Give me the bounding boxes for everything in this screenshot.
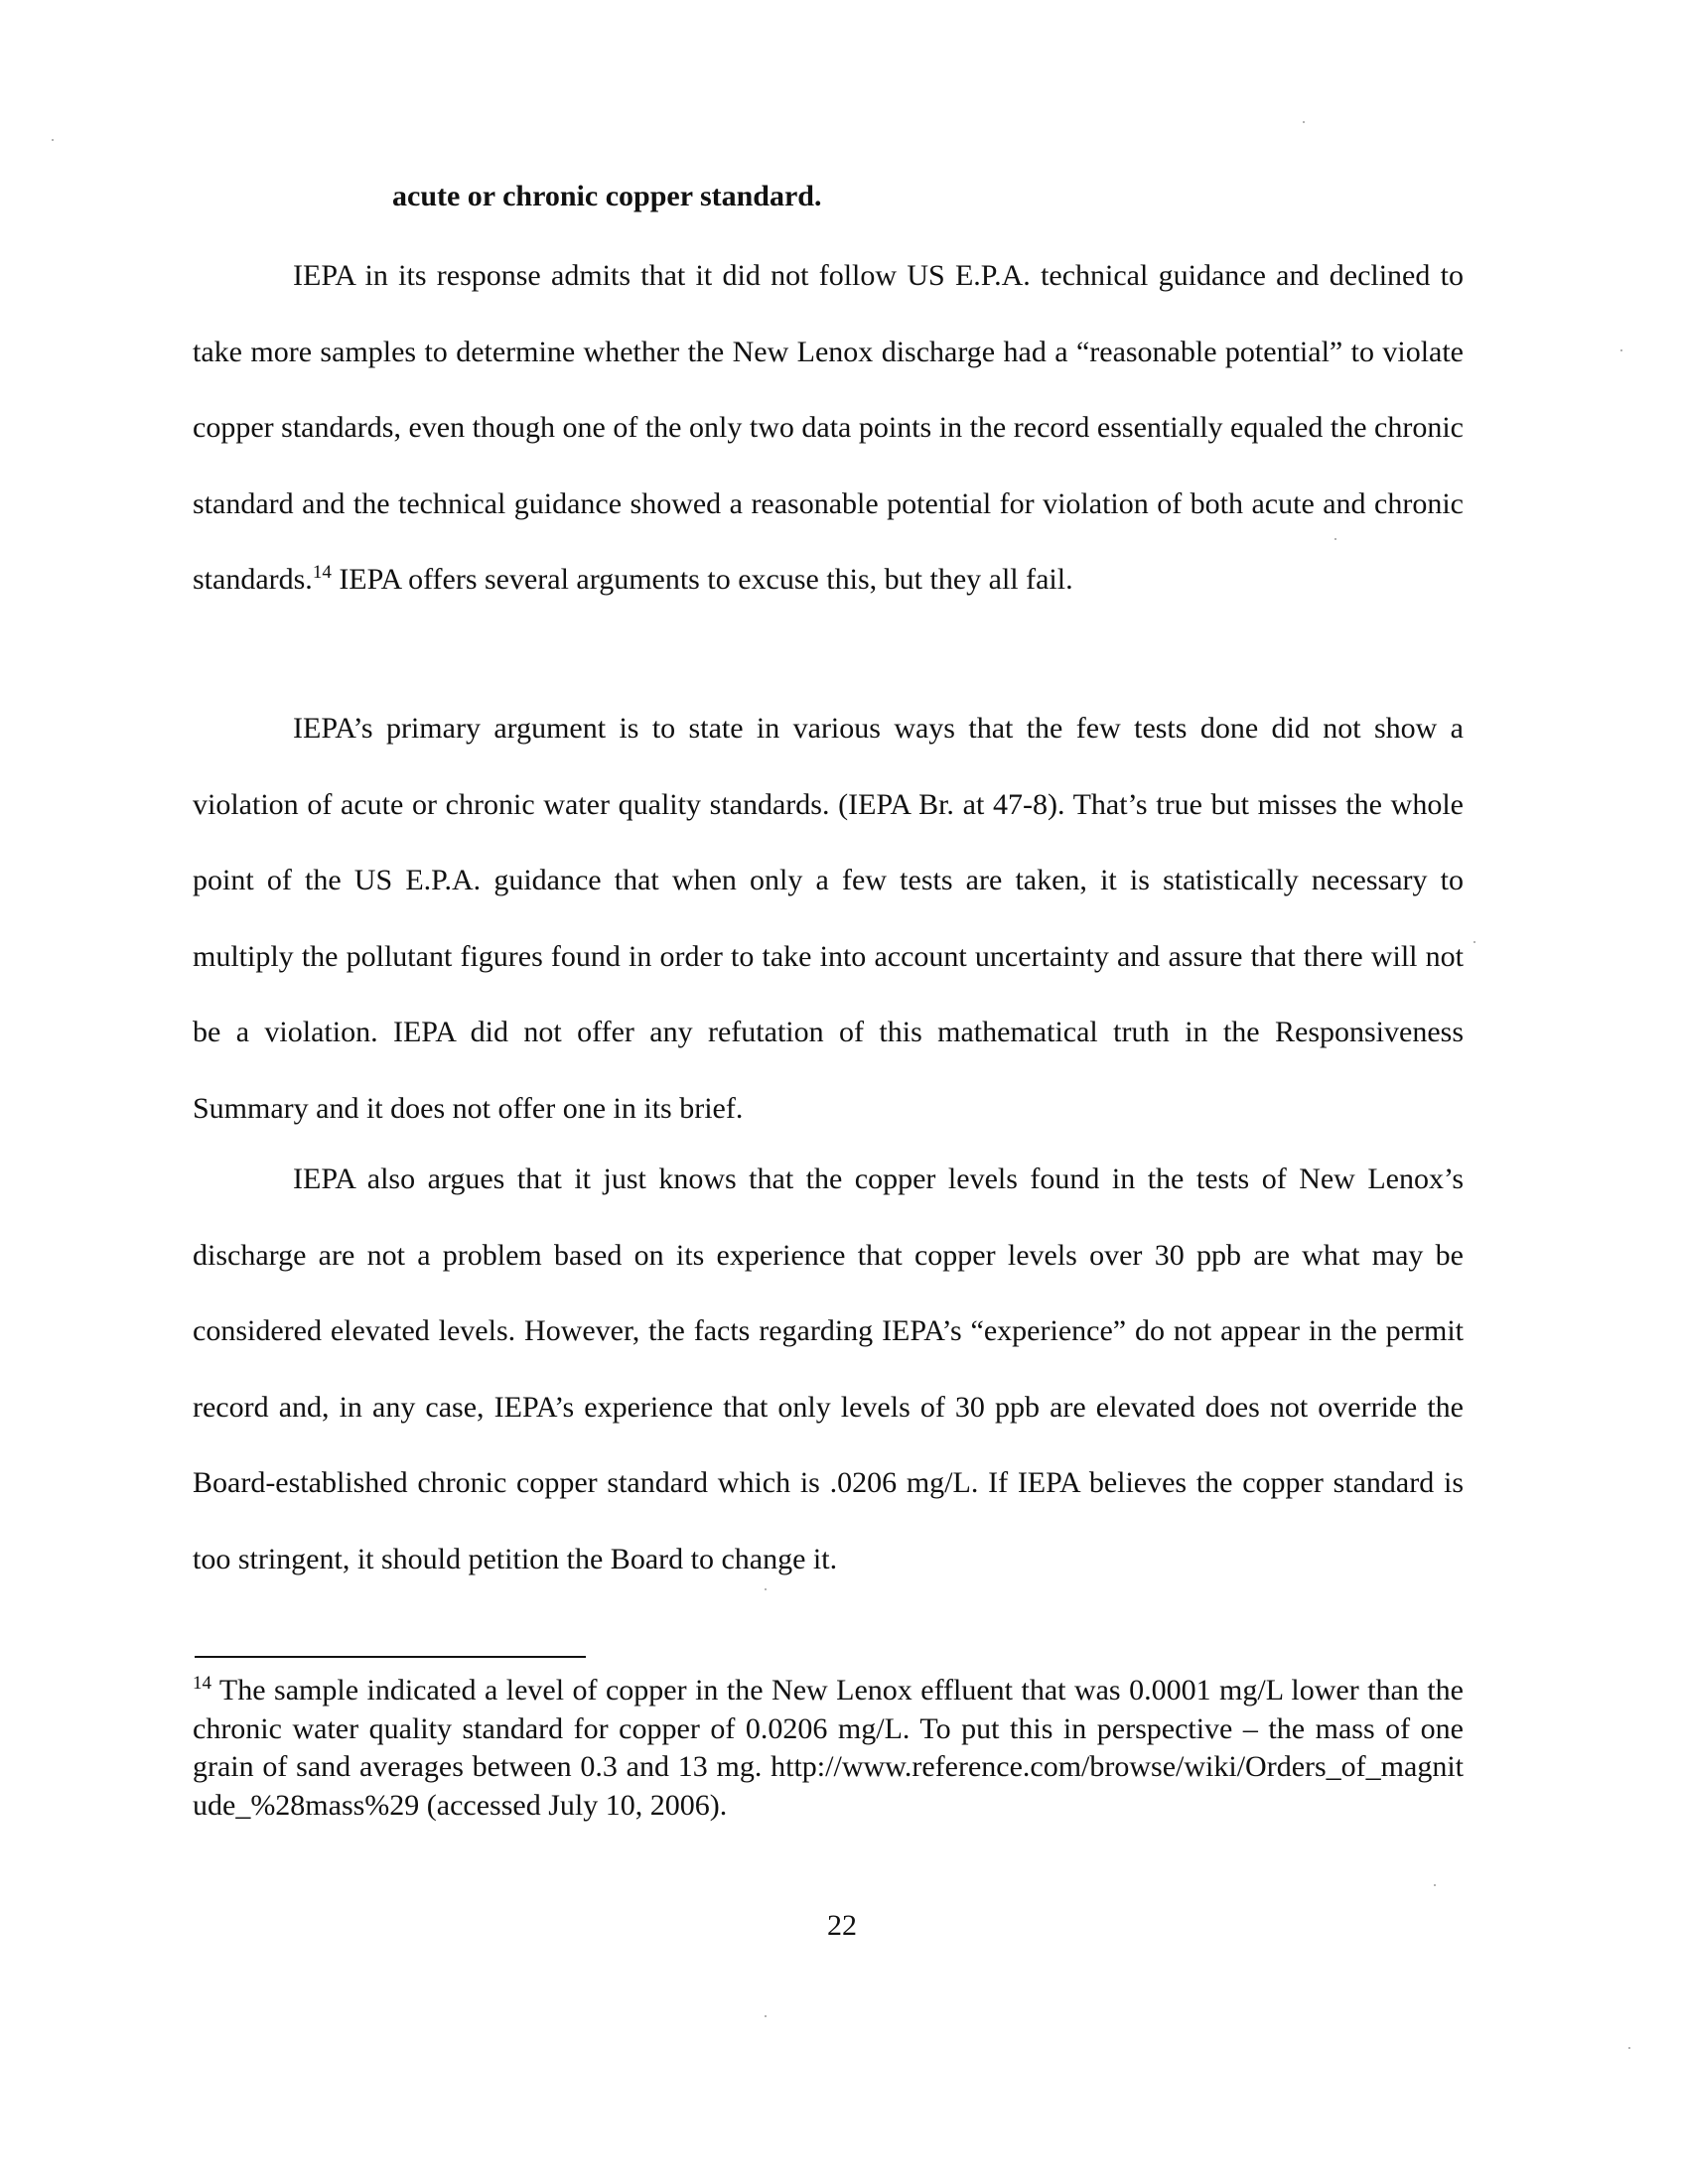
scan-speck xyxy=(1474,941,1475,943)
footnote-url: http://www.reference.com/browse/wiki/Orders_of_magnitude_%28mass%29 xyxy=(193,1750,1464,1822)
scan-speck xyxy=(1620,349,1622,351)
scan-speck xyxy=(1334,538,1336,540)
footnote-text-end: (accessed July 10, 2006). xyxy=(419,1788,728,1822)
scan-speck xyxy=(765,1588,767,1590)
section-heading: acute or chronic copper standard. xyxy=(392,180,822,212)
paragraph-1-text: IEPA in its response admits that it did not follow US E.P.A. technical guidance and declined to take more samples to determine whether the New Lenox discharge had a “reasonable potential” to violate copper standards, even though one of the only two data points in the record essentially equaled the chronic standard and the technical guidance showed a reasonable potential for violation of both acute and chronic standards. xyxy=(193,259,1464,596)
footnote-14 xyxy=(193,1672,1464,1825)
scan-speck xyxy=(52,139,54,141)
page-number: 22 xyxy=(827,1909,857,1942)
footnote-reference: 14 xyxy=(312,562,332,583)
scan-speck xyxy=(1303,121,1305,123)
scan-speck xyxy=(765,2015,767,2017)
paragraph-1 xyxy=(193,238,1464,618)
paragraph-1-text-continued: IEPA offers several arguments to excuse this, but they all fail. xyxy=(331,563,1073,596)
paragraph-3-text: IEPA also argues that it just knows that the copper levels found in the tests of New Lenox’s discharge are not a problem based on its experience that copper levels over 30 ppb are what may be considered elevated levels. However, the facts regarding IEPA’s “experience” do not appear in the permit record and, in any case, IEPA’s experience that only levels of 30 ppb are elevated does not override the Board-established chronic copper standard which is .0206 mg/L. If IEPA believes the copper standard is too stringent, it should petition the Board to change it. xyxy=(193,1162,1464,1575)
footnote-separator xyxy=(195,1656,586,1658)
scan-speck xyxy=(1628,2047,1630,2049)
paragraph-2-text: IEPA’s primary argument is to state in various ways that the few tests done did not show a violation of acute or chronic water quality standards. (IEPA Br. at 47-8). That’s true but misses the whole point of the US E.P.A. guidance that when only a few tests are taken, it is statistically necessary to multiply the pollutant figures found in order to take into account uncertainty and assure that there will not be a violation. IEPA did not offer any refutation of this mathematical truth in the Responsiveness Summary and it does not offer one in its brief. xyxy=(193,712,1464,1125)
scan-speck xyxy=(1434,1884,1436,1886)
paragraph-2 xyxy=(193,691,1464,1147)
footnote-text: The sample indicated a level of copper in the New Lenox effluent that was 0.0001 mg/L lower than the chronic water quality standard for copper of 0.0206 mg/L. To put this in perspective – the mass of one grain of sand averages between 0.3 and 13 mg. xyxy=(193,1674,1464,1783)
footnote-number: 14 xyxy=(193,1673,211,1694)
paragraph-3 xyxy=(193,1142,1464,1597)
